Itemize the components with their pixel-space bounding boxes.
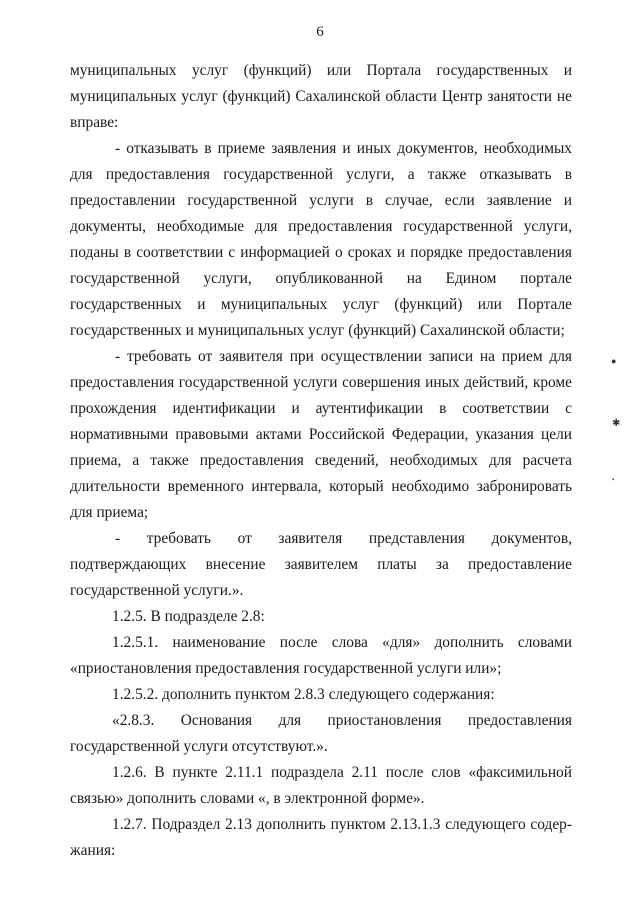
paragraph-clause-1-2-6: 1.2.6. В пункте 2.11.1 подраздела 2.11 после слов «факсимильной связью» дополнить словами «, в электронной форме». bbox=[70, 764, 572, 807]
paragraph-list-item-1: - отказывать в приеме заявления и иных документов, необходимых для предоставления государственной услуги, а также отказывать в предоставлении государственной услуги в случае, если заявление и документы, необходимые для предоставления государственной услуги, поданы в соответствии с информацией о сроках и порядке предоставления государственной услуги, опубликованной на Едином портале государственных и муниципальных услуг (функций) или Портале государственных и муниципальных услуг (функций) Сахалинской области; bbox=[70, 140, 572, 339]
paragraph-clause-1-2-5-2: 1.2.5.2. дополнить пунктом 2.8.3 следующего содержания: bbox=[112, 686, 495, 703]
paragraph-list-item-3: - требовать от заявителя представления документов, подтверждающих внесение заявителем платы за предоставление государственной услуги.». bbox=[70, 530, 572, 599]
document-body bbox=[70, 58, 572, 864]
paragraph-clause-1-2-7: 1.2.7. Подраздел 2.13 дополнить пунктом 2.13.1.3 следующего содер-жания: bbox=[70, 816, 572, 859]
scan-speck-mark: • bbox=[612, 476, 615, 484]
page-number: 6 bbox=[316, 24, 324, 40]
paragraph-clause-2-8-3: «2.8.3. Основания для приостановления предоставления государственной услуги отсутствуют.». bbox=[70, 712, 572, 755]
paragraph-clause-1-2-5: 1.2.5. В подразделе 2.8: bbox=[112, 608, 265, 625]
paragraph-continuation: муниципальных услуг (функций) или Портала государственных и муниципальных услуг (функций) Сахалинской области Центр занятости не вправе: bbox=[70, 62, 572, 131]
paragraph-clause-1-2-5-1: 1.2.5.1. наименование после слова «для» дополнить словами «приостановления предоставления государственной услуги или»; bbox=[70, 634, 572, 677]
scan-speck-mark: ● bbox=[611, 356, 617, 366]
scan-speck-mark: ✱ bbox=[612, 418, 621, 429]
paragraph-list-item-2: - требовать от заявителя при осуществлении записи на прием для предоставления государственной услуги совершения иных действий, кроме прохождения идентификации и аутентификации в соответствии с нормативными правовыми актами Российской Федерации, указания цели приема, а также предоставления сведений, необходимых для расчета длительности временного интервала, который необходимо забронировать для приема; bbox=[70, 348, 572, 521]
